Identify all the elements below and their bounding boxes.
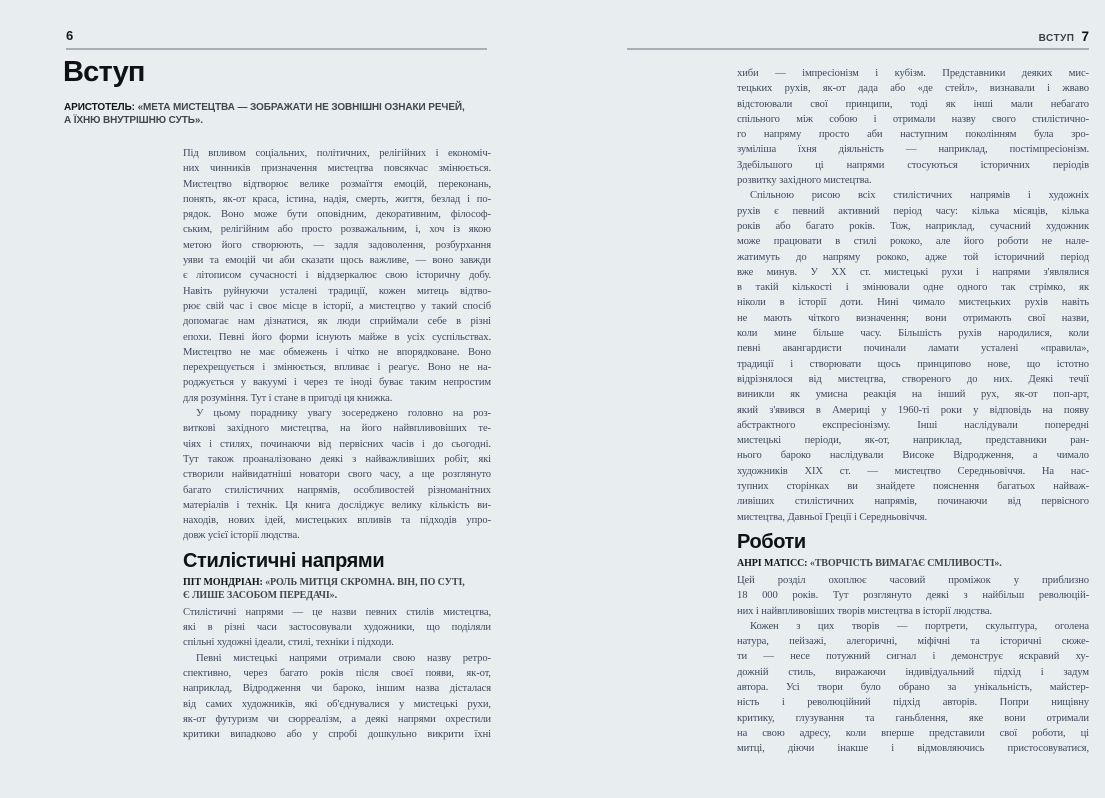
page-number-left: 6: [66, 28, 74, 43]
header-rule-right: [627, 48, 1089, 50]
running-header-label: ВСТУП: [1038, 33, 1075, 44]
styles-section-text: Стилістичні напрями — це назви певних стилів мистецтва, які в різні часи застосовували художники, що поділяли спільні художні ідеали, стилі, техніки і підходи. Певні мистецькі напрями отримали свою назву ретро- спективно, через багато років після своєї появи, як-от, наприклад, Відродження чи бароко, іншим назва дісталася від самих художників, які об'єднувалися у мистецькі рухи, як-от футуризм чи сюрреалізм, а деякі напрями охрестили критики випадково або у спробі дошкульно викрити їхні: [183, 606, 491, 741]
continuation-text: хиби — імпресіонізм і кубізм. Представники деяких мис- тецьких рухів, як-от дада або «де стейл», визнавали і жваво відстоювали свої принципи, тоді як інші мали небагато спільного між собою і отримали назву свого стилістично- го напряму просто аби наступним поколінням була зро- зуміліша їхня діяльність — наприклад, постімпресіонізм. Здебільшого ці напрями стосуються історичних періодів розвитку західного мистецтва. Спільною рисою всіх стилістичних напрямів і художніх рухів є певний активний період часу: кілька місяців, кілька років або багато років. Тож, наприклад, сучасний художник може працювати в стилі рококо, але його роботи не нале- жатимуть до напряму рококо, адже той історичний період вже минув. У XX ст. мистецькі рухи і напрями з'являлися в такій кількості і змінювали одне одного так стрімко, як ніколи в історії доти. Нині чимало мистецьких рухів навіть не мають чіткого визначення; вони отримають свої назви, коли мине більше часу. Більшість рухів народилися, коли певні авангардисти починали ламати усталені «правила», традиції і створювати щось принципово нове, що істотно відрізнялося від мистецтва, створеного до них. Деякі течії виникли як умисна реакція на інший рух, як-от поп-арт, який з'явився в Америці у 1960-ті роки у відповідь на появу абстрактного експресіонізму. Інші наслідували попередні мистецькі періоди, як-от, наприклад, представники ран- нього бароко наслідували Високе Відродження, а чимало художників XIX ст. — мистецтво Середньовіччя. На нас- тупних сторінках ви знайдете пояснення багатьох найваж- ливіших стилістичних напрямів, починаючи від первісного мистецтва, Давньої Греції і Середньовіччя.: [737, 68, 1089, 523]
right-page-body: [737, 66, 1089, 756]
matisse-quote: АНРІ МАТІСС: «ТВОРЧІСТЬ ВИМАГАЄ СМІЛИВОСТІ».: [737, 557, 1002, 569]
running-header: [737, 28, 1089, 46]
aristotle-quote: АРИСТОТЕЛЬ: «МЕТА МИСТЕЦТВА — ЗОБРАЖАТИ НЕ ЗОВНІШНІ ОЗНАКИ РЕЧЕЙ, А ЇХНЮ ВНУТРІШНЮ СУТЬ».: [64, 102, 465, 126]
page-number-right: 7: [1081, 29, 1089, 44]
header-rule-left: [66, 48, 487, 50]
intro-text: Під впливом соціальних, політичних, релігійних і економіч- них чинників призначення мистецтва повсякчас змінюється. Мистецтво відтворює велике розмаїття емоцій, переконань, понять, як-от краса, істина, надія, смерть, життя, безлад і по- рядок. Воно може бути оповідним, декоративним, філософ- ським, релігійним або просто розважальним, і, хоч із якою метою його створюють, — задля задоволення, розбурхання уяви та емоцій чи аби сказати щось важливе, — воно завжди є літописом сучасності і віддзеркалює свою історичну добу. Навіть руйнуючи усталені традиції, кожен митець відтво- рює свій час і своє місце в історії, а мистецтво у такий спосіб допомагає нам дізнатися, як люди сприймали себе в різні епохи. Певні його форми існують майже в усіх суспільствах. Мистецтво не має обмежень і чітко не впорядковане. Воно перехрещується і змінюється, впливає і реагує. Воно не на- роджується у вакуумі і через те іноді буває таким непростим для розуміння. Тут і стане в пригоді ця книжка. У цьому пораднику увагу зосереджено головно на роз- виткові західного мистецтва, на його найвпливовіших те- чіях і стилях, починаючи від первісних часів і до сьогодні. Тут також проаналізовано деякі з найважливіших робіт, які створили найвидатніші новатори свого часу, а ще розглянуто багато стилістичних напрямів, особливостей різноманітних матеріалів і технік. Ця книга досліджує велику кількість ви- находів, нових ідей, мистецьких впливів та підходів упро- довж усієї історії людства.: [183, 148, 491, 542]
works-section-text: Цей розділ охоплює часовий проміжок у приблизно 18 000 років. Тут розглянуто деякі з найбільш революцій- них і найвпливовіших творів мистецтва в історії людства. Кожен з цих творів — портрети, скульптура, оголена натура, пейзажі, алегоричні, міфічні та історичні сюже- ти — несе потужний сигнал і демонструє яскравий ху- дожній стиль, виражаючи індивідуальний підхід і задум автора. Усі твори було обрано за унікальність, майстер- ність і революційний підхід авторів. Попри нищівну критику, глузування та ганьблення, яке вони отримали на свою адресу, коли вперше представили свої роботи, ці митці, діючи інакше і відмовляючись пристосовуватися,: [737, 574, 1089, 755]
chapter-title: Вступ: [63, 56, 145, 88]
left-page-body: [183, 146, 491, 742]
section-heading-styles: Стилістичні напрями: [183, 549, 385, 572]
section-heading-works: Роботи: [737, 530, 806, 553]
mondrian-quote: ПІТ МОНДРІАН: «РОЛЬ МИТЦЯ СКРОМНА. ВІН, ПО СУТІ, Є ЛИШЕ ЗАСОБОМ ПЕРЕДАЧІ».: [183, 576, 465, 601]
